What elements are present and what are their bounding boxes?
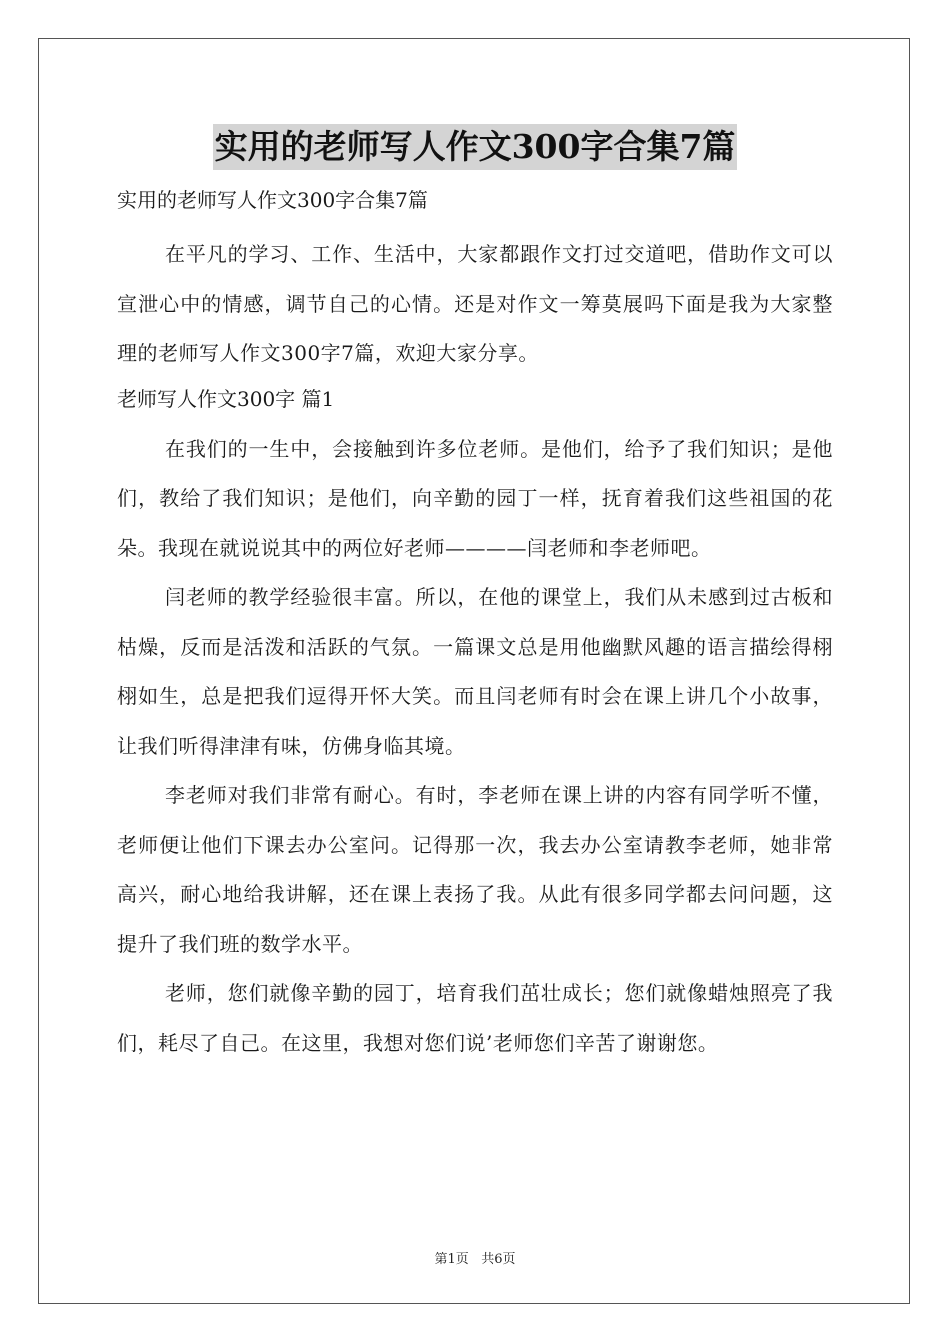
intro-paragraph: 在平凡的学习、工作、生活中，大家都跟作文打过交道吧，借助作文可以宣泄心中的情感，调节自己的心情。还是对作文一筹莫展吗下面是我为大家整理的老师写人作文300字7篇，欢迎大家分享。 bbox=[117, 242, 833, 365]
section-heading: 老师写人作文300字 篇1 bbox=[117, 386, 335, 411]
body-paragraph: 在我们的一生中，会接触到许多位老师。是他们，给予了我们知识；是他们，教给了我们知识；是他们，向辛勤的园丁一样，抚育着我们这些祖国的花朵。我现在就说说其中的两位好老师————闫老师和李老师吧。 bbox=[117, 436, 833, 560]
document-title: 实用的老师写人作文300字合集7篇 bbox=[213, 124, 738, 170]
document-subtitle: 实用的老师写人作文300字合集7篇 bbox=[117, 188, 428, 212]
page-footer bbox=[0, 1248, 950, 1267]
body-paragraph: 闫老师的教学经验很丰富。所以，在他的课堂上，我们从未感到过古板和枯燥，反而是活泼和活跃的气氛。一篇课文总是用他幽默风趣的语言描绘得栩栩如生，总是把我们逗得开怀大笑。而且闫老师有时会在课上讲几个小故事，让我们听得津津有味，仿佛身临其境。 bbox=[117, 585, 833, 758]
body-paragraph: 李老师对我们非常有耐心。有时，李老师在课上讲的内容有同学听不懂，老师便让他们下课去办公室问。记得那一次，我去办公室请教李老师，她非常高兴，耐心地给我讲解，还在课上表扬了我。从此有很多同学都去问问题，这提升了我们班的数学水平。 bbox=[117, 783, 833, 956]
body-paragraph: 老师，您们就像辛勤的园丁，培育我们茁壮成长；您们就像蜡烛照亮了我们，耗尽了自己。在这里，我想对您们说’老师您们辛苦了谢谢您。 bbox=[117, 981, 833, 1055]
document-body bbox=[117, 180, 833, 1068]
page-number: 第1页 bbox=[434, 1252, 469, 1267]
page-total: 共6页 bbox=[481, 1252, 516, 1267]
title-container bbox=[0, 124, 950, 170]
